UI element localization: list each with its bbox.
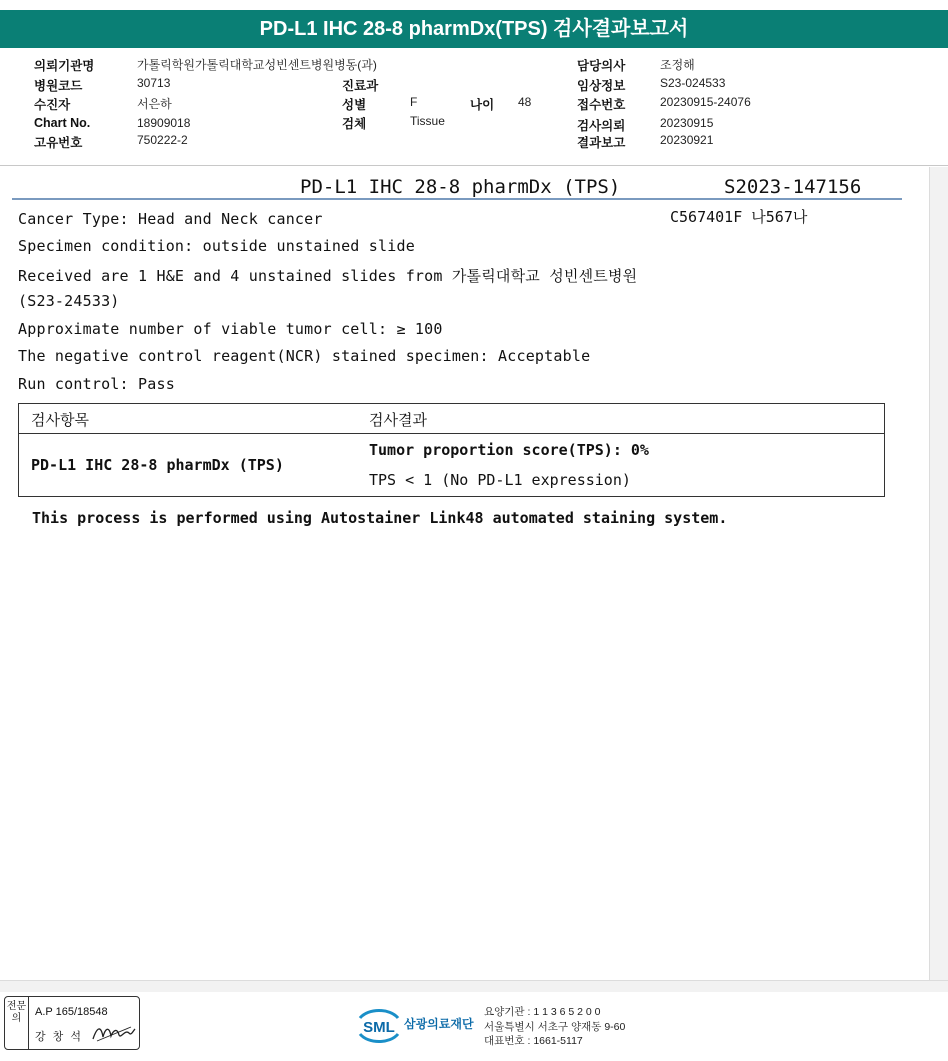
stamp-license: A.P 165/18548 [35, 1006, 108, 1018]
pathologist-stamp [4, 996, 140, 1050]
receipt-no-value: 20230915-24076 [660, 95, 751, 109]
result-table-header [19, 404, 884, 434]
report-line-received: Received are 1 H&E and 4 unstained slides from 가톨릭대학교 성빈센트병원 [18, 267, 638, 285]
institution-code: 요양기관 : 1 1 3 6 5 2 0 0 [484, 1006, 601, 1018]
process-note: This process is performed using Autostainer Link48 automated staining system. [32, 509, 728, 527]
unique-no-value: 750222-2 [137, 133, 188, 147]
examinee-label: 수진자 [34, 98, 71, 112]
col-header-item: 검사항목 [31, 411, 89, 429]
report-document-area [0, 167, 929, 980]
requesting-institution-value: 가톨릭학원가톨릭대학교성빈센트병원병동(과) [137, 58, 377, 72]
signature-icon [91, 1021, 137, 1045]
result-report-label: 결과보고 [577, 136, 626, 150]
stamp-name: 강 창 석 [35, 1031, 83, 1043]
sml-logo-icon [356, 1008, 402, 1044]
vertical-scrollbar[interactable] [929, 167, 948, 980]
specimen-value: Tissue [410, 114, 445, 128]
test-item: PD-L1 IHC 28-8 pharmDx (TPS) [31, 456, 284, 474]
report-line-ncr: The negative control reagent(NCR) stained specimen: Acceptable [18, 347, 591, 365]
chart-no-label: Chart No. [34, 116, 91, 130]
test-request-label: 검사의뢰 [577, 119, 626, 133]
report-title-bar [0, 10, 948, 48]
result-report-value: 20230921 [660, 133, 714, 147]
sex-value: F [410, 95, 418, 109]
unique-no-label: 고유번호 [34, 136, 83, 150]
sml-logo-text: SML [363, 1019, 395, 1036]
tps-score: Tumor proportion score(TPS): 0% [369, 441, 649, 459]
report-heading: PD-L1 IHC 28-8 pharmDx (TPS) [300, 176, 621, 198]
tps-interpretation: TPS < 1 (No PD-L1 expression) [369, 471, 631, 489]
test-request-value: 20230915 [660, 116, 714, 130]
hospital-code-value: 30713 [137, 76, 171, 90]
hospital-code-label: 병원코드 [34, 79, 83, 93]
report-line-case-number: (S23-24533) [18, 292, 120, 310]
org-address: 서울특별시 서초구 양재동 9-60 [484, 1021, 626, 1033]
report-code: C567401F 나567나 [670, 208, 808, 226]
report-title: PD-L1 IHC 28-8 pharmDx(TPS) 검사결과보고서 [259, 18, 689, 40]
chart-no-value: 18909018 [137, 116, 191, 130]
footer [0, 992, 948, 1061]
org-phone: 대표번호 : 1661-5117 [484, 1035, 583, 1047]
sex-label: 성별 [342, 98, 367, 112]
examinee-value: 서은하 [137, 97, 172, 111]
doctor-label: 담당의사 [577, 59, 626, 73]
specimen-label: 검체 [342, 117, 367, 131]
stamp-side-label: 전문의 [5, 997, 29, 1049]
heading-rule [12, 198, 902, 200]
age-label: 나이 [470, 98, 495, 112]
patient-info-header [0, 48, 948, 166]
receipt-no-label: 접수번호 [577, 98, 626, 112]
clinical-info-label: 임상정보 [577, 79, 626, 93]
department-label: 진료과 [342, 79, 379, 93]
report-line-cancer-type: Cancer Type: Head and Neck cancer [18, 210, 323, 228]
report-line-specimen-condition: Specimen condition: outside unstained slide [18, 237, 415, 255]
age-value: 48 [518, 95, 532, 109]
report-line-tumor-cell: Approximate number of viable tumor cell: ≥ 100 [18, 320, 443, 338]
report-number: S2023-147156 [724, 176, 862, 198]
clinical-info-value: S23-024533 [660, 76, 726, 90]
requesting-institution-label: 의뢰기관명 [34, 59, 95, 73]
horizontal-scrollbar[interactable] [0, 980, 948, 992]
col-header-result: 검사결과 [369, 411, 427, 429]
report-line-run-control: Run control: Pass [18, 375, 175, 393]
org-name: 삼광의료재단 [404, 1017, 474, 1031]
result-table [18, 403, 885, 497]
doctor-value: 조정해 [660, 58, 695, 72]
